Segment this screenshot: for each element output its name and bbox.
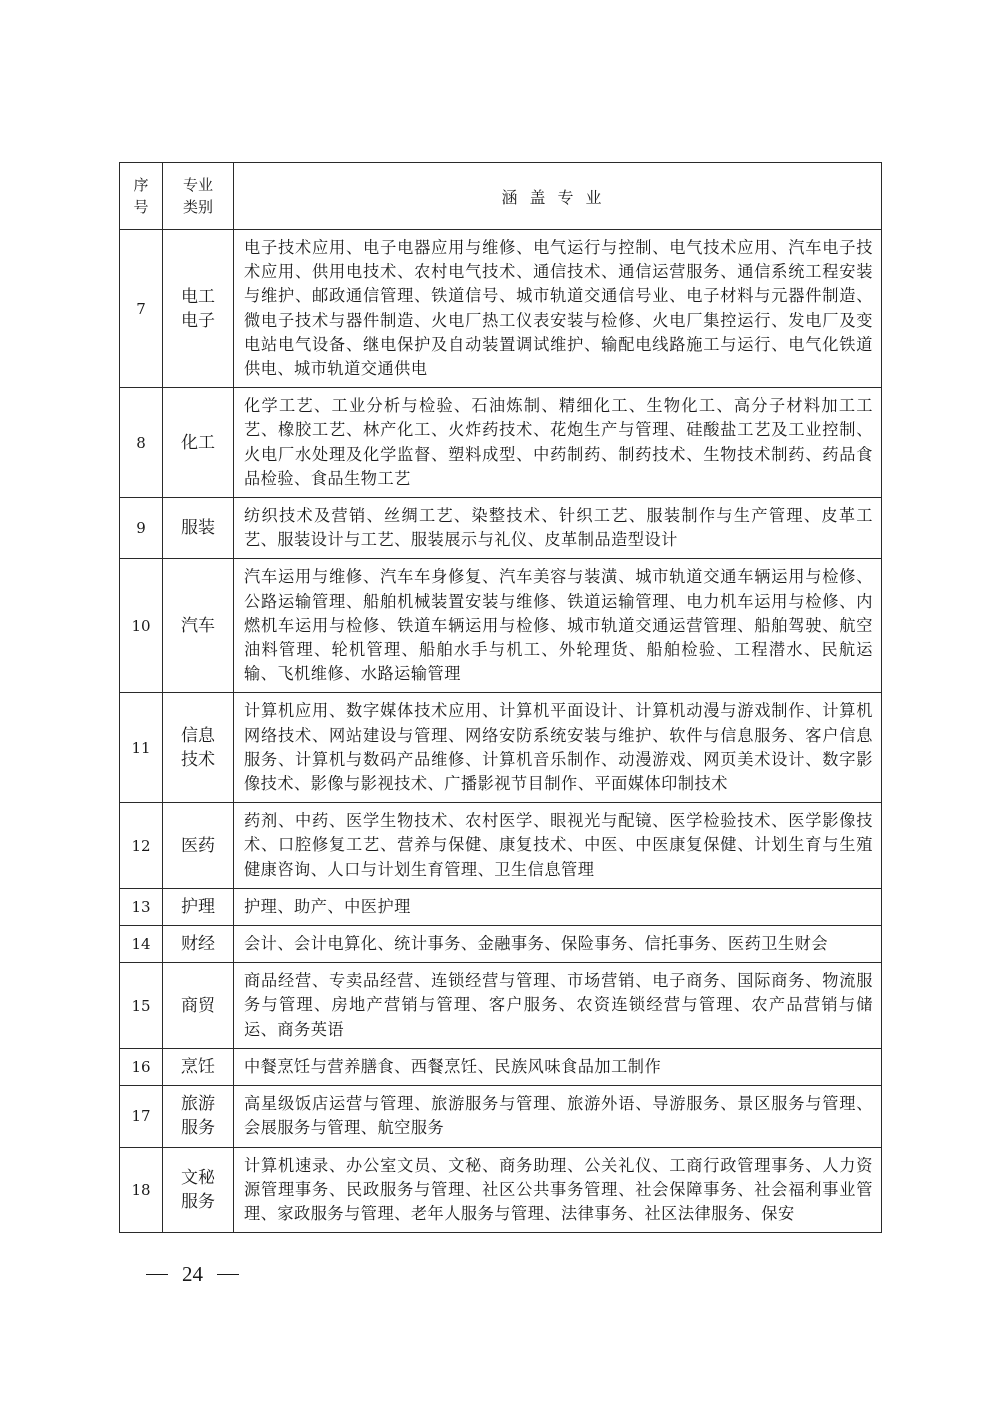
row-serial-number: 16 — [120, 1048, 163, 1085]
row-serial-number: 15 — [120, 963, 163, 1049]
header-category-line-2: 类别 — [182, 198, 213, 216]
row-serial-number: 10 — [120, 559, 163, 693]
row-category-line: 汽车 — [181, 615, 215, 636]
row-covered-majors: 计算机速录、办公室文员、文秘、商务助理、公关礼仪、工商行政管理事务、人力资源管理事务、民政服务与管理、社区公共事务管理、社会保障事务、社会福利事业管理、家政服务与管理、老年人服务与管理、法律事务、社区法律服务、保安 — [234, 1147, 882, 1233]
row-covered-majors: 高星级饭店运营与管理、旅游服务与管理、旅游外语、导游服务、景区服务与管理、会展服务与管理、航空服务 — [234, 1086, 882, 1147]
row-major-category — [163, 498, 234, 559]
row-serial-number: 18 — [120, 1147, 163, 1233]
row-covered-majors: 计算机应用、数字媒体技术应用、计算机平面设计、计算机动漫与游戏制作、计算机网络技术、网站建设与管理、网络安防系统安装与维护、软件与信息服务、客户信息服务、计算机与数码产品维修、计算机音乐制作、动漫游戏、网页美术设计、数字影像技术、影像与影视技术、广播影视节目制作、平面媒体印制技术 — [234, 693, 882, 803]
row-category-line: 财经 — [181, 934, 215, 955]
header-serial-line-2: 号 — [133, 198, 149, 216]
row-serial-number: 9 — [120, 498, 163, 559]
row-category-line: 商贸 — [181, 995, 215, 1016]
header-covered-majors: 涵盖专业 — [234, 163, 882, 230]
row-serial-number: 12 — [120, 803, 163, 889]
table-row — [120, 1086, 882, 1147]
row-category-line: 烹饪 — [181, 1056, 215, 1077]
row-category-line: 服装 — [181, 518, 215, 539]
row-major-category — [163, 888, 234, 925]
row-category-line: 医药 — [181, 835, 215, 856]
table-row — [120, 803, 882, 889]
row-major-category — [163, 1048, 234, 1085]
row-category-line: 护理 — [181, 896, 215, 917]
table-row — [120, 926, 882, 963]
table-row — [120, 498, 882, 559]
table-row — [120, 1147, 882, 1233]
header-category-line-1: 专业 — [182, 176, 213, 194]
table-row — [120, 888, 882, 925]
table-row — [120, 388, 882, 498]
row-serial-number: 7 — [120, 230, 163, 388]
table-row — [120, 559, 882, 693]
row-covered-majors: 会计、会计电算化、统计事务、金融事务、保险事务、信托事务、医药卫生财会 — [234, 926, 882, 963]
row-covered-majors: 护理、助产、中医护理 — [234, 888, 882, 925]
row-covered-majors: 中餐烹饪与营养膳食、西餐烹饪、民族风味食品加工制作 — [234, 1048, 882, 1085]
footer-dash-right — [217, 1274, 239, 1276]
header-serial-number — [120, 163, 163, 230]
table-row — [120, 1048, 882, 1085]
row-category-line: 电子 — [181, 310, 215, 331]
row-category-line: 服务 — [181, 1118, 215, 1139]
major-coverage-table — [119, 162, 882, 1233]
page-number: 24 — [182, 1262, 203, 1286]
row-covered-majors: 药剂、中药、医学生物技术、农村医学、眼视光与配镜、医学检验技术、医学影像技术、口腔修复工艺、营养与保健、康复技术、中医、中医康复保健、计划生育与生殖健康咨询、人口与计划生育管理、卫生信息管理 — [234, 803, 882, 889]
row-major-category — [163, 693, 234, 803]
row-category-line: 信息 — [181, 725, 215, 746]
row-covered-majors: 化学工艺、工业分析与检验、石油炼制、精细化工、生物化工、高分子材料加工工艺、橡胶工艺、林产化工、火炸药技术、花炮生产与管理、硅酸盐工艺及工业控制、火电厂水处理及化学监督、塑料成型、中药制药、制药技术、生物技术制药、药品食品检验、食品生物工艺 — [234, 388, 882, 498]
row-category-line: 电工 — [181, 286, 215, 307]
row-serial-number: 8 — [120, 388, 163, 498]
row-category-line: 旅游 — [181, 1094, 215, 1115]
row-category-line: 技术 — [181, 749, 215, 770]
row-major-category — [163, 559, 234, 693]
page-footer — [146, 1262, 239, 1287]
row-major-category — [163, 963, 234, 1049]
header-major-category — [163, 163, 234, 230]
row-major-category — [163, 926, 234, 963]
footer-dash-left — [146, 1274, 168, 1276]
row-serial-number: 14 — [120, 926, 163, 963]
table-row — [120, 230, 882, 388]
row-major-category — [163, 230, 234, 388]
row-covered-majors: 纺织技术及营销、丝绸工艺、染整技术、针织工艺、服装制作与生产管理、皮革工艺、服装设计与工艺、服装展示与礼仪、皮革制品造型设计 — [234, 498, 882, 559]
table-header-row — [120, 163, 882, 230]
row-covered-majors: 电子技术应用、电子电器应用与维修、电气运行与控制、电气技术应用、汽车电子技术应用、供用电技术、农村电气技术、通信技术、通信运营服务、通信系统工程安装与维护、邮政通信管理、铁道信号、城市轨道交通信号业、电子材料与元器件制造、微电子技术与器件制造、火电厂热工仪表安装与检修、火电厂集控运行、发电厂及变电站电气设备、继电保护及自动装置调试维护、输配电线路施工与运行、电气化铁道供电、城市轨道交通供电 — [234, 230, 882, 388]
row-covered-majors: 汽车运用与维修、汽车车身修复、汽车美容与装潢、城市轨道交通车辆运用与检修、公路运输管理、船舶机械装置安装与维修、铁道运输管理、电力机车运用与检修、内燃机车运用与检修、铁道车辆运用与检修、城市轨道交通运营管理、船舶驾驶、航空油料管理、轮机管理、船舶水手与机工、外轮理货、船舶检验、工程潜水、民航运输、飞机维修、水路运输管理 — [234, 559, 882, 693]
row-serial-number: 11 — [120, 693, 163, 803]
row-serial-number: 17 — [120, 1086, 163, 1147]
table-row — [120, 963, 882, 1049]
table-body — [120, 230, 882, 1233]
row-category-line: 化工 — [181, 432, 215, 453]
table-row — [120, 693, 882, 803]
header-serial-line-1: 序 — [133, 176, 149, 194]
row-major-category — [163, 1147, 234, 1233]
row-covered-majors: 商品经营、专卖品经营、连锁经营与管理、市场营销、电子商务、国际商务、物流服务与管理、房地产营销与管理、客户服务、农资连锁经营与管理、农产品营销与储运、商务英语 — [234, 963, 882, 1049]
row-serial-number: 13 — [120, 888, 163, 925]
row-major-category — [163, 1086, 234, 1147]
row-category-line: 服务 — [181, 1191, 215, 1212]
row-major-category — [163, 803, 234, 889]
row-category-line: 文秘 — [181, 1167, 215, 1188]
row-major-category — [163, 388, 234, 498]
